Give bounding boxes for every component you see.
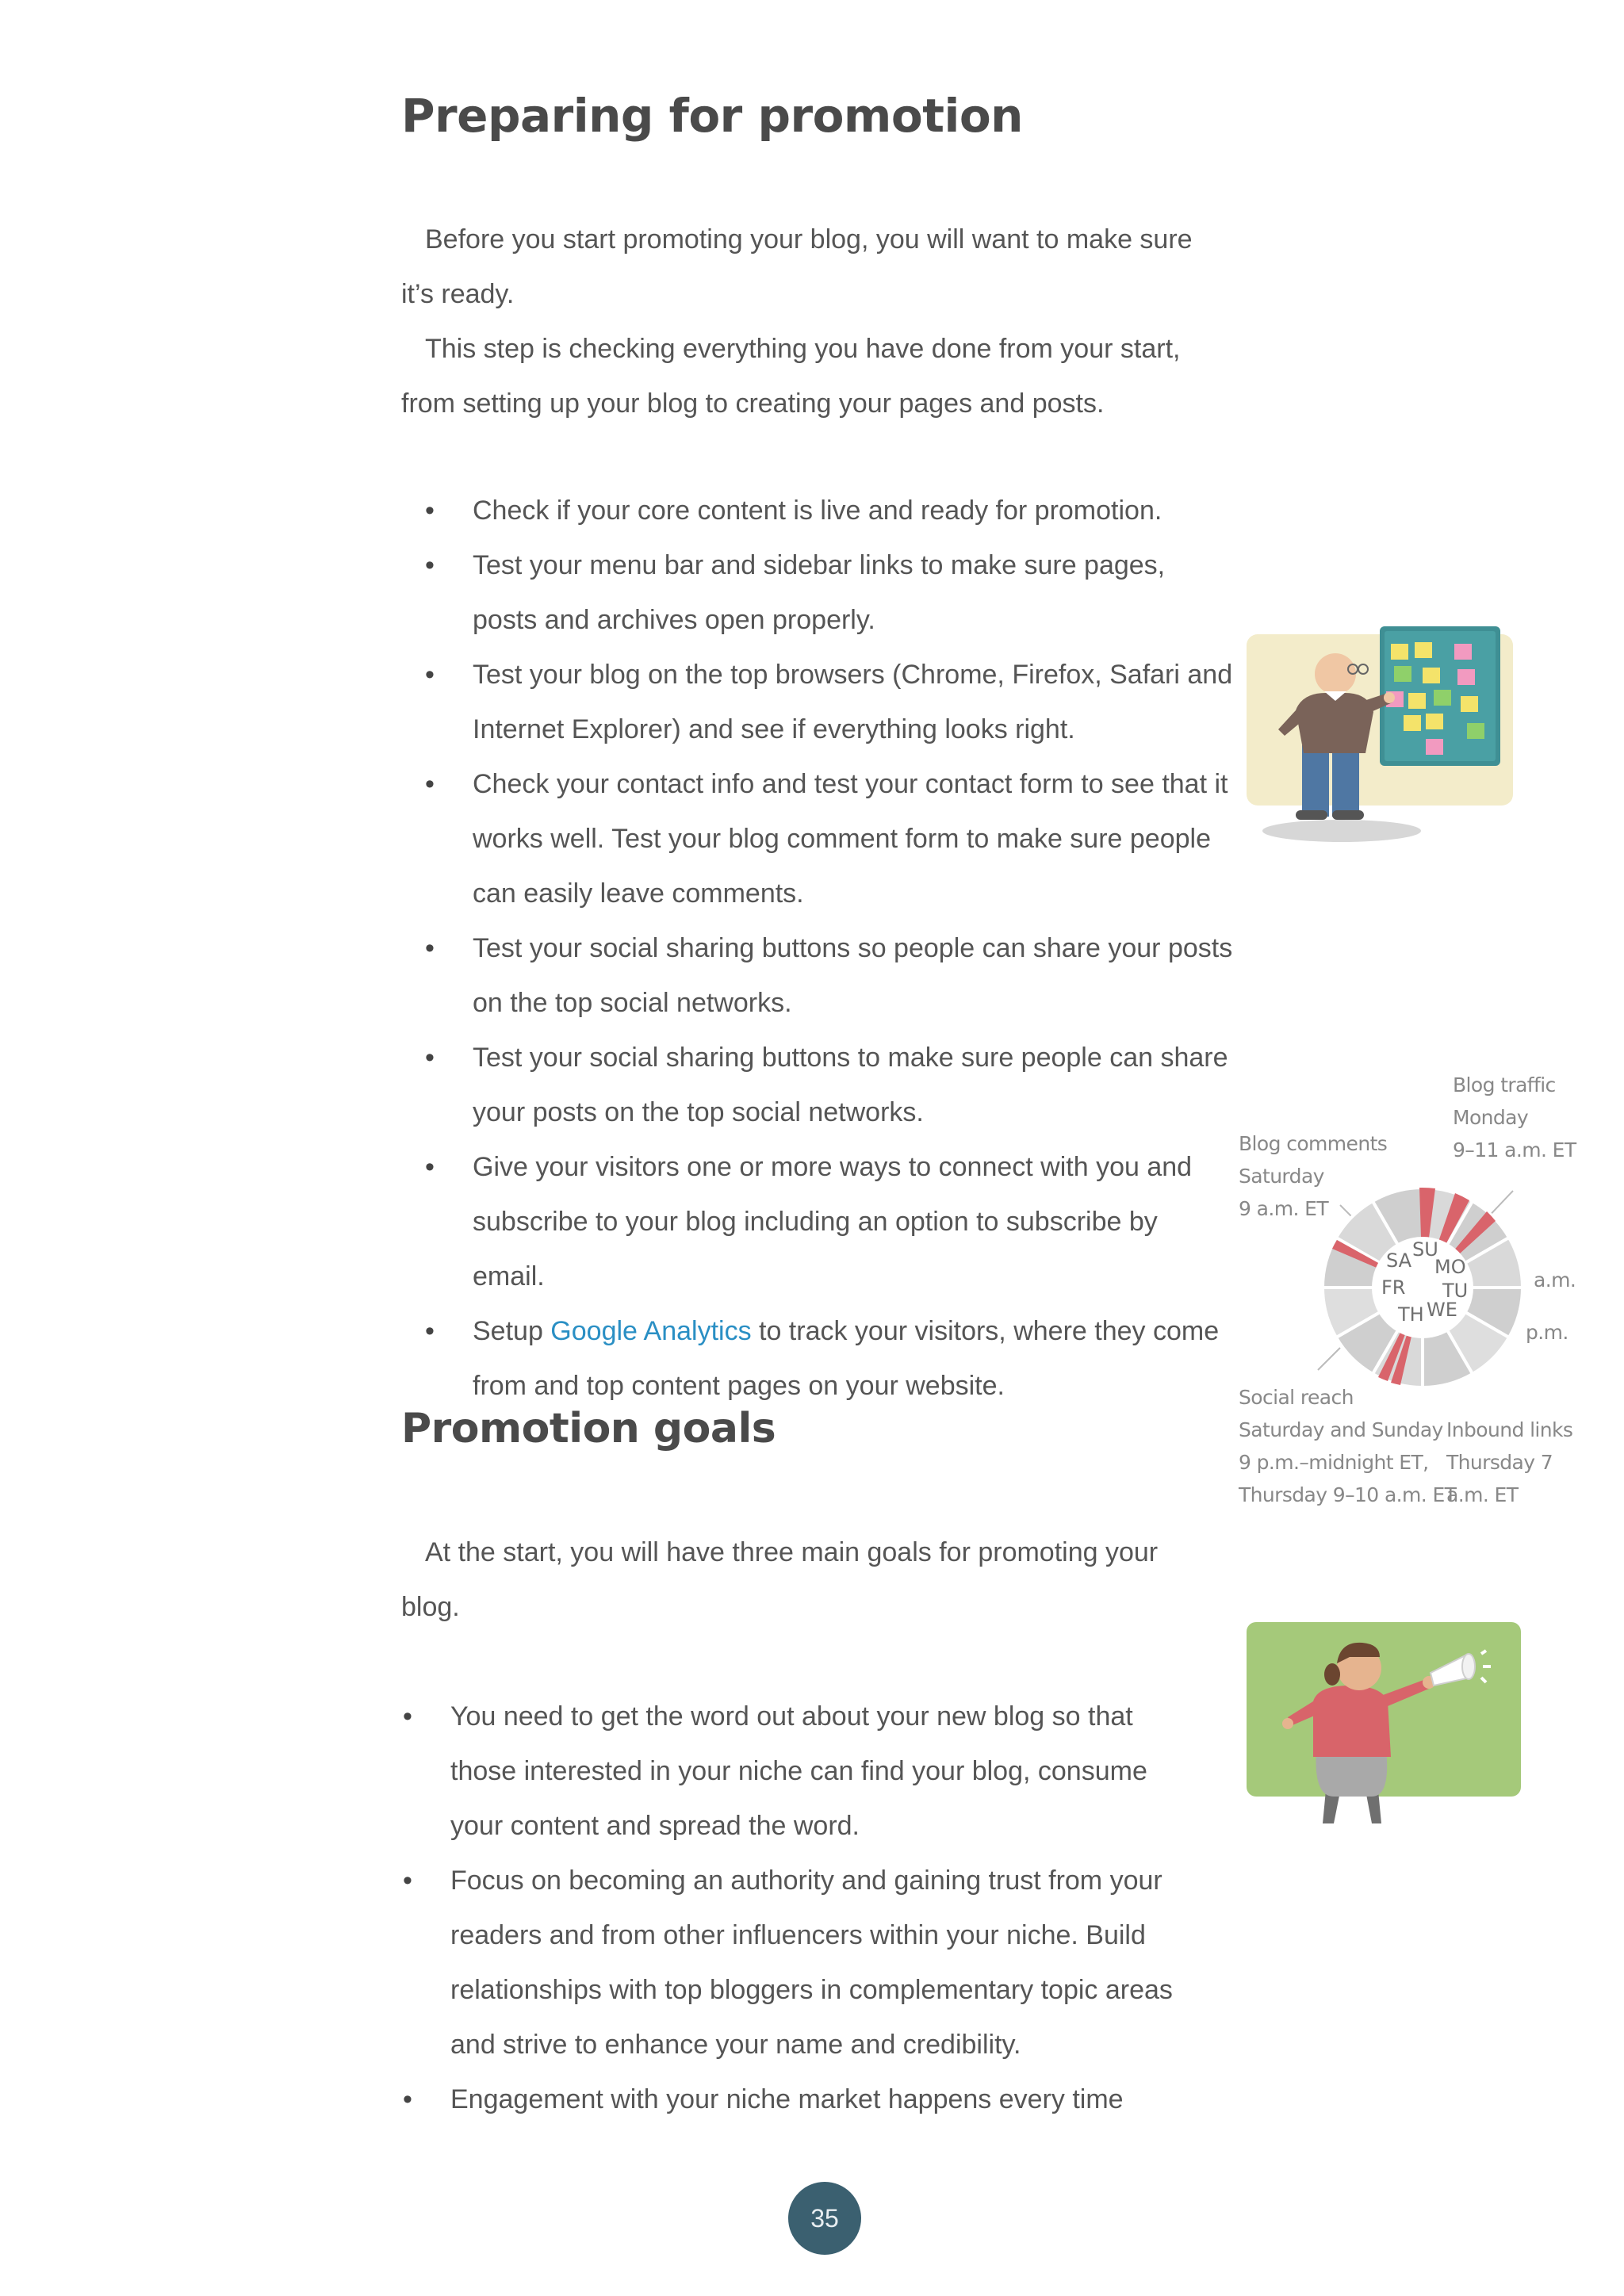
intro-paragraph: Before you start promoting your blog, you will want to make sure it’s ready. (401, 224, 1193, 309)
list-item: • Check your contact info and test your contact form to see that it works well. Test your blog comment form to make sure people can easily leave comments. (473, 757, 1234, 921)
list-item: • Test your social sharing buttons to make sure people can share your posts on the top social networks. (473, 1031, 1234, 1140)
list-item: • Test your menu bar and sidebar links to make sure pages, posts and archives open properly. (473, 538, 1234, 648)
day-label-fr: FR (1381, 1276, 1406, 1299)
blog-comments-caption: Blog comments Saturday 9 a.m. ET (1239, 1132, 1388, 1220)
planning-board-illustration (1247, 626, 1513, 848)
analytics-text-before: Setup (473, 1316, 543, 1346)
list-item: • You need to get the word out about your new blog so that those interested in your niche can find your blog, consume your content and spread the word. (450, 1689, 1180, 1854)
day-label-su: SU (1412, 1238, 1438, 1261)
goals-list (450, 1689, 1180, 2127)
list-item: • Test your blog on the top browsers (Chrome, Firefox, Safari and Internet Explorer) and see if everything looks right. (473, 648, 1234, 757)
day-label-tu: TU (1442, 1280, 1469, 1302)
intro-paragraph-2: This step is checking everything you have done from your start, from setting up your blog to creating your pages and posts. (401, 334, 1181, 419)
list-item: • Test your social sharing buttons so people can share your posts on the top social networks. (473, 921, 1234, 1031)
day-label-th: TH (1398, 1303, 1424, 1326)
pm-label: p.m. (1526, 1321, 1568, 1344)
day-label-we: WE (1427, 1299, 1457, 1321)
goals-intro: At the start, you will have three main goals for promoting your blog. (401, 1537, 1159, 1622)
list-item: • Give your visitors one or more ways to connect with you and subscribe to your blog including an option to subscribe by email. (473, 1140, 1234, 1304)
list-item: • Engagement with your niche market happens every time (450, 2072, 1180, 2127)
best-times-clock-diagram (1308, 1173, 1546, 1411)
section-heading: Promotion goals (401, 1405, 776, 1452)
list-item: • Check if your core content is live and ready for promotion. (473, 484, 1234, 538)
list-item: • Focus on becoming an authority and gaining trust from your readers and from other influencers within your niche. Build relationships with top bloggers in complementary topic areas and strive to enhance your name and credibility. (450, 1854, 1180, 2072)
page-number-badge: 35 (788, 2182, 861, 2255)
google-analytics-link[interactable]: Google Analytics (542, 1316, 752, 1346)
day-label-mo: MO (1434, 1256, 1466, 1278)
am-label: a.m. (1534, 1269, 1576, 1292)
social-reach-caption: Social reach Saturday and Sunday 9 p.m.–midnight ET, Thursday 9–10 a.m. ET (1239, 1386, 1457, 1506)
analytics-text-after: to track your visitors, where they come from and top content pages on your website. (473, 1316, 1220, 1401)
blog-traffic-caption: Blog traffic Monday 9–11 a.m. ET (1453, 1073, 1576, 1161)
list-item-analytics (473, 1304, 1234, 1414)
inbound-links-caption: Inbound links Thursday 7 a.m. ET (1446, 1418, 1573, 1506)
checklist (473, 484, 1234, 1414)
page-title: Preparing for promotion (401, 89, 1023, 143)
megaphone-woman-illustration (1247, 1622, 1521, 1831)
day-label-sa: SA (1386, 1249, 1412, 1272)
